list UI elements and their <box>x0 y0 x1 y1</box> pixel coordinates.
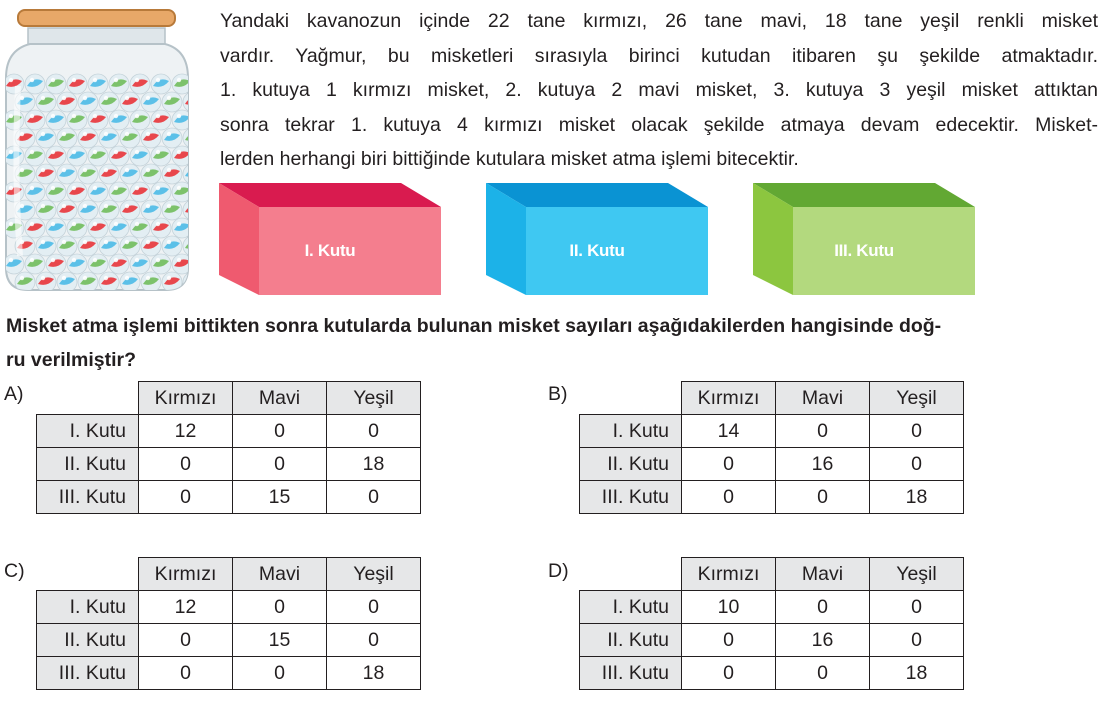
table-row <box>37 448 421 481</box>
table-row <box>580 591 964 624</box>
row-header: I. Kutu <box>37 415 139 448</box>
table-cell: 0 <box>233 448 327 481</box>
column-header-red: Kırmızı <box>139 558 233 591</box>
box-icon <box>486 183 708 295</box>
option-c-letter[interactable]: C) <box>4 560 25 582</box>
column-header-green: Yeşil <box>870 558 964 591</box>
problem-line: sonra tekrar 1. kutuya 4 kırmızı misket olacak şekilde atmaya devam edecektir. Misket- <box>220 113 1098 136</box>
table-corner <box>580 382 682 415</box>
table-cell: 12 <box>139 591 233 624</box>
question-text <box>6 309 1096 377</box>
table-header-row <box>580 558 964 591</box>
table-cell: 0 <box>870 591 964 624</box>
row-header: III. Kutu <box>37 481 139 514</box>
box-label: III. Kutu <box>834 241 894 260</box>
box-2-illustration <box>486 183 708 295</box>
table-cell: 16 <box>776 448 870 481</box>
table-cell: 0 <box>139 448 233 481</box>
option-a-table[interactable] <box>36 381 421 514</box>
option-a-letter[interactable]: A) <box>4 383 24 405</box>
question-line: Misket atma işlemi bittikten sonra kutularda bulunan misket sayıları aşağıdakilerden hangisinde doğ- <box>6 315 942 337</box>
table-cell: 0 <box>682 448 776 481</box>
table-cell: 18 <box>870 657 964 690</box>
table-cell: 10 <box>682 591 776 624</box>
table-header-row <box>580 382 964 415</box>
table-cell: 0 <box>327 591 421 624</box>
row-header: III. Kutu <box>37 657 139 690</box>
table-cell: 0 <box>682 657 776 690</box>
option-d-table[interactable] <box>579 557 964 690</box>
table-cell: 18 <box>327 657 421 690</box>
table-cell: 0 <box>776 657 870 690</box>
row-header: II. Kutu <box>580 448 682 481</box>
table-cell: 0 <box>233 415 327 448</box>
box-icon <box>219 183 441 295</box>
table-cell: 18 <box>870 481 964 514</box>
table-cell: 15 <box>233 624 327 657</box>
table-corner <box>580 558 682 591</box>
table-row <box>580 415 964 448</box>
table-corner <box>37 382 139 415</box>
option-c-table[interactable] <box>36 557 421 690</box>
column-header-green: Yeşil <box>870 382 964 415</box>
box-1-illustration <box>219 183 441 295</box>
column-header-blue: Mavi <box>776 558 870 591</box>
table-header-row <box>37 382 421 415</box>
table-cell: 18 <box>327 448 421 481</box>
row-header: II. Kutu <box>580 624 682 657</box>
table-cell: 0 <box>139 624 233 657</box>
table-row <box>37 415 421 448</box>
table-cell: 0 <box>327 481 421 514</box>
table-cell: 0 <box>682 481 776 514</box>
table-cell: 0 <box>233 591 327 624</box>
box-label: I. Kutu <box>304 241 356 260</box>
table-row <box>37 657 421 690</box>
table-cell: 12 <box>139 415 233 448</box>
table-row <box>580 481 964 514</box>
table-cell: 0 <box>870 448 964 481</box>
problem-text <box>220 4 1098 177</box>
box-3-illustration <box>753 183 975 295</box>
table-cell: 14 <box>682 415 776 448</box>
table-cell: 0 <box>776 591 870 624</box>
table-row <box>580 448 964 481</box>
table-row <box>37 624 421 657</box>
table-cell: 0 <box>327 415 421 448</box>
table-cell: 0 <box>682 624 776 657</box>
column-header-green: Yeşil <box>327 382 421 415</box>
column-header-red: Kırmızı <box>139 382 233 415</box>
table-cell: 0 <box>139 481 233 514</box>
table-row <box>37 481 421 514</box>
table-cell: 0 <box>870 415 964 448</box>
row-header: II. Kutu <box>37 624 139 657</box>
table-cell: 0 <box>870 624 964 657</box>
row-header: III. Kutu <box>580 481 682 514</box>
column-header-blue: Mavi <box>233 558 327 591</box>
table-cell: 0 <box>776 415 870 448</box>
column-header-green: Yeşil <box>327 558 421 591</box>
row-header: III. Kutu <box>580 657 682 690</box>
box-label: II. Kutu <box>569 241 625 260</box>
row-header: I. Kutu <box>37 591 139 624</box>
option-d-letter[interactable]: D) <box>548 560 569 582</box>
table-cell: 0 <box>327 624 421 657</box>
problem-line: 1. kutuya 1 kırmızı misket, 2. kutuya 2 mavi misket, 3. kutuya 3 yeşil misket attıktan <box>220 79 1098 102</box>
row-header: I. Kutu <box>580 415 682 448</box>
table-row <box>580 624 964 657</box>
question-line: ru verilmiştir? <box>6 349 137 371</box>
table-header-row <box>37 558 421 591</box>
table-cell: 15 <box>233 481 327 514</box>
table-cell: 0 <box>776 481 870 514</box>
problem-line: vardır. Yağmur, bu misketleri sırasıyla birinci kutudan itibaren şu şekilde atmaktadır. <box>220 44 1098 67</box>
table-corner <box>37 558 139 591</box>
option-b-letter[interactable]: B) <box>548 383 568 405</box>
table-row <box>37 591 421 624</box>
row-header: I. Kutu <box>580 591 682 624</box>
row-header: II. Kutu <box>37 448 139 481</box>
problem-line: Yandaki kavanozun içinde 22 tane kırmızı, 26 tane mavi, 18 tane yeşil renkli misket <box>220 10 1098 32</box>
problem-line: lerden herhangi biri bittiğinde kutulara misket atma işlemi bitecektir. <box>220 148 799 171</box>
box-icon <box>753 183 975 295</box>
column-header-red: Kırmızı <box>682 382 776 415</box>
table-row <box>580 657 964 690</box>
table-cell: 0 <box>139 657 233 690</box>
column-header-red: Kırmızı <box>682 558 776 591</box>
marble-jar-icon <box>0 6 195 292</box>
table-cell: 0 <box>233 657 327 690</box>
column-header-blue: Mavi <box>776 382 870 415</box>
option-b-table[interactable] <box>579 381 964 514</box>
column-header-blue: Mavi <box>233 382 327 415</box>
table-cell: 16 <box>776 624 870 657</box>
